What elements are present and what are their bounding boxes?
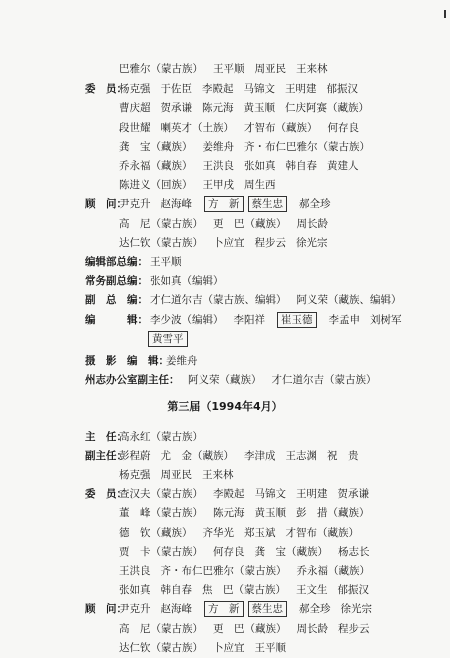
committee2-line-text (119, 562, 380, 581)
committee2-line-item: 陈元海 (213, 507, 245, 520)
committee2-line-item: 李殿起 (213, 488, 245, 501)
committee2-line-item: 焦 巴（蒙古族） (202, 584, 286, 597)
editorial-director (0, 253, 450, 272)
committee-line-text (119, 157, 369, 176)
top-line-item: 周亚民 (254, 63, 286, 75)
editors-second (0, 330, 450, 349)
committee2-line-item: 杨志长 (338, 545, 370, 558)
editors-label: 编 辑： (85, 313, 148, 326)
advisor2-line-item: 达仁钦（蒙古族） (119, 641, 203, 654)
editorial-director-name: 王平顺 (150, 256, 182, 268)
vice-chair-line-item: 王志渊 (285, 449, 317, 462)
committee2-line-item: 彭 措（藏族） (296, 507, 370, 520)
advisor-line-item: 徐光宗 (296, 236, 328, 249)
vice-chair-line-text (119, 466, 244, 485)
committee-line-item: 才智布（藏族） (244, 121, 318, 134)
committee-line-item: 王甲戌 (202, 179, 234, 192)
committee2-line-item: 韩自春 (160, 584, 192, 597)
editors-boxed-name-2: 黄雪平 (148, 331, 188, 347)
editors-item: 李孟申 (328, 313, 360, 326)
committee2-line-item: 董 峰（蒙古族） (119, 507, 203, 520)
committee-line-item: 周生西 (244, 179, 276, 192)
chair-text (119, 428, 203, 447)
advisor2-line-item: 王平顺 (254, 641, 286, 654)
committee2-line-text (119, 504, 380, 523)
committee2-line (0, 524, 450, 543)
committee-line-item: 齐・布仁巴雅尔（蒙古族） (244, 140, 370, 153)
chair-label: 主 任： (85, 430, 127, 443)
advisor2-line (0, 639, 450, 658)
executive-editor-text (150, 272, 224, 291)
advisor-line-item: 程步云 (254, 236, 286, 249)
committee2-line (0, 562, 450, 581)
committee-line-item: 喇英才（土族） (160, 121, 234, 134)
advisor-line-text (119, 215, 338, 234)
page-edge-mark (438, 10, 446, 18)
committee-line-item: 黄玉顺 (243, 102, 275, 115)
committee-line-text (119, 99, 379, 118)
vice-chair-line-item: 李津成 (244, 449, 276, 462)
committee2-line-item: 贾 卡（蒙古族） (119, 545, 203, 558)
committee-line-item: 王洪良 (202, 160, 234, 172)
committee-line-item: 段世耀 (119, 121, 151, 134)
deputy-editor (0, 291, 450, 310)
committee2-line-item: 张如真 (119, 584, 151, 597)
office-deputy-text (188, 371, 387, 390)
committee-line-item: 龚 宝（藏族） (119, 140, 193, 153)
photo-editor (0, 352, 450, 371)
committee-line-text (119, 138, 380, 157)
advisor2-line-text (119, 639, 296, 658)
advisor-line-item: 更 巴（藏族） (213, 217, 287, 230)
photo-editor-label: 摄 影 编 辑： (85, 355, 169, 367)
office-deputy-item: 阿义荣（藏族） (188, 374, 262, 387)
committee2-line-text (119, 524, 369, 543)
advisor2-line-label: 顾 问： (85, 603, 127, 616)
committee-line-item: 何存良 (327, 121, 359, 134)
advisor2-line-item: 更 巴（藏族） (213, 622, 287, 635)
committee2-line-item: 郁振汉 (337, 584, 369, 597)
vice-chair-line-item: 彭程蔚 (119, 449, 151, 462)
committee-line (0, 99, 450, 118)
office-deputy-item: 才仁道尔吉（蒙古族） (271, 374, 377, 387)
advisor-line-item: 郝全珍 (299, 198, 331, 211)
advisor-line-boxed-name: 蔡生忠 (248, 196, 288, 212)
editors-second-text (146, 330, 190, 349)
advisor2-line (0, 600, 450, 619)
advisor-line-text (119, 234, 338, 253)
vice-chair-line-text (119, 447, 369, 466)
committee-line-label: 委 员： (85, 83, 127, 96)
committee-line-item: 仁庆阿赛（藏族） (285, 102, 369, 115)
vice-chair-line-item: 王来林 (202, 469, 234, 481)
chair-name: 高永红（蒙古族） (119, 430, 203, 443)
committee2-line (0, 581, 450, 600)
committee-line-item: 郁振汉 (326, 83, 358, 96)
photo-editor-text (166, 352, 198, 371)
advisor2-line-item: 赵海峰 (160, 603, 192, 616)
committee2-line-item: 王文生 (296, 584, 328, 597)
committee-line-item: 马锦文 (243, 83, 275, 96)
committee2-line-item: 何存良 (213, 545, 245, 558)
advisor2-line-item: 卜应宜 (213, 641, 245, 654)
committee-line-item: 杨克强 (119, 83, 151, 96)
advisor-line-item: 周长龄 (296, 217, 328, 230)
committee-line (0, 119, 450, 138)
committee2-line-item: 贺承谦 (337, 488, 369, 501)
advisor2-line-text (119, 600, 382, 619)
deputy-editor-text (150, 291, 412, 310)
advisor2-line-boxed-name: 方 新 (204, 601, 244, 617)
top-line-item: 巴雅尔（蒙古族） (119, 63, 203, 75)
editors-item: 李阳祥 (233, 313, 265, 326)
committee2-line-text (119, 543, 380, 562)
committee2-line-item: 马锦文 (254, 488, 286, 501)
vice-chair-line-label: 副主任： (85, 449, 127, 462)
committee2-line-text (119, 485, 379, 504)
executive-editor-label: 常务副总编： (85, 275, 148, 288)
vice-chair-line-item: 杨克强 (119, 469, 151, 481)
advisor-line-item: 高 尼（蒙古族） (119, 217, 203, 230)
committee2-line-item: 王明建 (296, 488, 328, 501)
advisor2-line (0, 620, 450, 639)
committee2-line (0, 485, 450, 504)
advisor2-line-item: 徐光宗 (340, 603, 372, 616)
committee-line-item: 韩自春 (285, 160, 317, 172)
editors-text (150, 311, 412, 330)
committee-line-text (119, 80, 368, 99)
section-title: 第三届（1994年4月） (167, 400, 283, 414)
committee2-line-text (119, 581, 379, 600)
advisor-line (0, 215, 450, 234)
committee-line-item: 乔永福（藏族） (119, 160, 193, 172)
committee-line (0, 80, 450, 99)
committee2-line (0, 504, 450, 523)
top-line-item: 王来林 (296, 63, 328, 75)
committee-line-item: 王明建 (285, 83, 317, 96)
office-deputy-label: 州志办公室副主任： (85, 374, 180, 387)
committee2-line-item: 德 钦（藏族） (119, 526, 193, 539)
committee2-line-item: 龚 宝（藏族） (254, 545, 328, 558)
editorial-director-text (150, 253, 182, 272)
committee2-line-item: 才智布（藏族） (285, 526, 359, 539)
advisor-line-item: 尹克升 (119, 198, 151, 211)
committee2-line-item: 郑玉斌 (244, 526, 276, 539)
committee-line (0, 157, 450, 176)
advisor-line-label: 顾 问： (85, 198, 127, 211)
editors-item: 李少波（编辑） (150, 313, 224, 326)
committee2-line-item: 乔永福（藏族） (296, 565, 370, 577)
top-line-item: 王平顺 (213, 63, 245, 75)
editors (0, 311, 450, 330)
committee-line-item: 于佐臣 (160, 83, 192, 96)
advisor2-line-text (119, 620, 380, 639)
vice-chair-line-item: 周亚民 (160, 469, 192, 481)
executive-editor (0, 272, 450, 291)
advisor-line-item: 赵海峰 (160, 198, 192, 211)
committee2-line (0, 543, 450, 562)
committee2-line-item: 齐华光 (202, 526, 234, 539)
vice-chair-line (0, 447, 450, 466)
committee2-line-label: 委 员： (85, 488, 127, 501)
editors-item: 刘树军 (370, 313, 402, 326)
committee-line-item: 黄建人 (327, 160, 359, 172)
advisor2-line-item: 程步云 (338, 622, 370, 635)
committee-line (0, 176, 450, 195)
top-line (0, 60, 450, 79)
committee2-line-item: 王洪良 (119, 565, 151, 577)
editorial-director-label: 编辑部总编： (85, 256, 148, 268)
advisor2-line-boxed-name: 蔡生忠 (248, 601, 288, 617)
advisor-line (0, 195, 450, 214)
executive-editor-name: 张如真（编辑） (150, 275, 224, 288)
committee-line-item: 姜维舟 (202, 140, 234, 153)
committee-line-text (119, 176, 286, 195)
top-line-text (119, 60, 338, 79)
advisor-line-text (119, 195, 341, 214)
committee-line-item: 陈进义（回族） (119, 179, 193, 192)
committee-line-item: 曹庆超 (119, 102, 151, 115)
committee-line-item: 贺承谦 (160, 102, 192, 115)
committee-line-item: 陈元海 (202, 102, 234, 115)
advisor2-line-item: 周长龄 (296, 622, 328, 635)
advisor-line-item: 卜应宜 (213, 236, 245, 249)
committee-line (0, 138, 450, 157)
deputy-editor-item: 阿义荣（藏族、编辑） (296, 294, 402, 307)
committee-line-item: 张如真 (244, 160, 276, 172)
advisor-line (0, 234, 450, 253)
advisor2-line-item: 郝全珍 (299, 603, 331, 616)
advisor-line-item: 达仁钦（蒙古族） (119, 236, 203, 249)
committee2-line-item: 齐・布仁巴雅尔（蒙古族） (160, 565, 287, 577)
deputy-editor-item: 才仁道尔吉（蒙古族、编辑） (150, 294, 287, 307)
chair (0, 428, 450, 447)
vice-chair-line-item: 尤 金（藏族） (160, 449, 234, 462)
advisor2-line-item: 尹克升 (119, 603, 151, 616)
advisor-line-boxed-name: 方 新 (204, 196, 244, 212)
photo-editor-name: 姜维舟 (166, 355, 198, 367)
editors-boxed-name: 崔玉德 (277, 312, 317, 328)
deputy-editor-label: 副 总 编： (85, 294, 148, 307)
office-deputy (0, 371, 450, 390)
vice-chair-line-item: 祝 贵 (327, 449, 359, 462)
committee-line-item: 李殿起 (202, 83, 234, 96)
vice-chair-line (0, 466, 450, 485)
advisor2-line-item: 高 尼（蒙古族） (119, 622, 203, 635)
committee2-line-item: 黄玉顺 (254, 507, 286, 520)
committee2-line-item: 查汉夫（蒙古族） (119, 488, 203, 501)
committee-line-text (119, 119, 369, 138)
